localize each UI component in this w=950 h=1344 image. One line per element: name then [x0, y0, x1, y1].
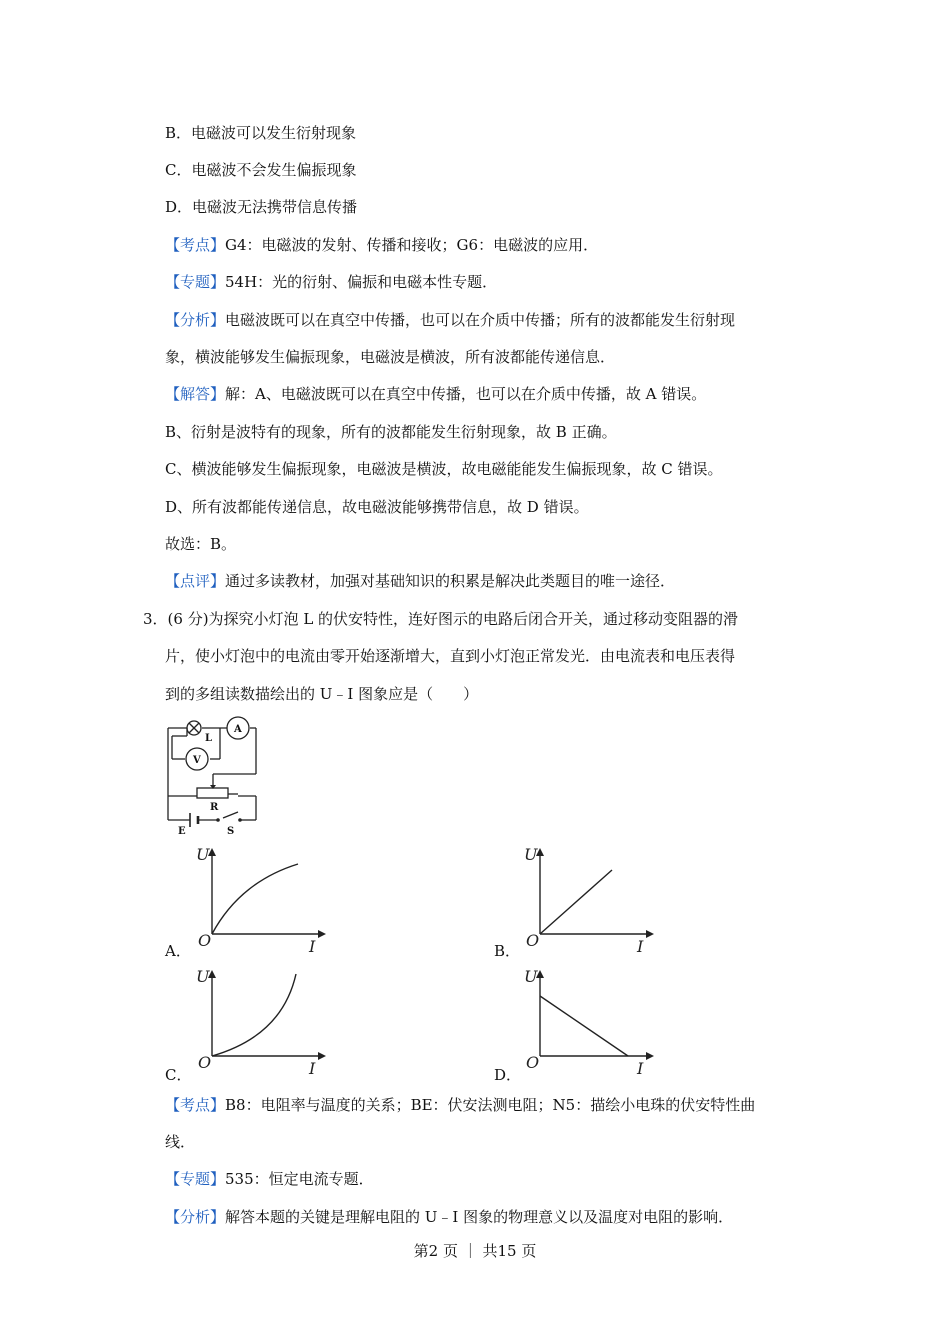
fenxi-tag: 【分析】 — [165, 311, 226, 329]
option-b-label: B． — [494, 942, 521, 960]
jieda-line — [165, 384, 706, 404]
question-3-line-2: 片，使小灯泡中的电流由零开始逐渐增大，直到小灯泡正常发光．由电流表和电压表得 — [165, 647, 736, 665]
kaodian2-line-2: 线． — [165, 1133, 196, 1151]
graph-c-i-label: I — [309, 1059, 316, 1078]
graph-d-origin: O — [526, 1053, 540, 1072]
kaodian-tag: 【考点】 — [165, 236, 226, 254]
zhuanti2-text: 535：恒定电流专题． — [225, 1170, 374, 1188]
zhuanti-line — [165, 272, 497, 292]
graph-c-curve — [212, 974, 296, 1056]
lamp-label: L — [205, 733, 213, 744]
zhuanti2-tag: 【专题】 — [165, 1170, 226, 1188]
jieda-b-line: B、衍射是波特有的现象，所有的波都能发生衍射现象，故 B 正确。 — [165, 423, 617, 441]
circuit-diagram — [160, 712, 270, 838]
fenxi2-line — [165, 1207, 733, 1227]
voltmeter-label: V — [193, 755, 201, 766]
dianping-text: 通过多读教材，加强对基础知识的积累是解决此类题目的唯一途径． — [225, 572, 676, 590]
fenxi2-tag: 【分析】 — [165, 1208, 226, 1226]
zhuanti-tag: 【专题】 — [165, 273, 226, 291]
kaodian2-tag: 【考点】 — [165, 1096, 226, 1114]
graph-b-i-label: I — [637, 937, 644, 956]
graph-c — [190, 964, 330, 1080]
fenxi-text: 电磁波既可以在真空中传播，也可以在介质中传播；所有的波都能发生衍射现 — [225, 311, 736, 329]
jieda-c-line: C、横波能够发生偏振现象，电磁波是横波，故电磁能能发生偏振现象，故 C 错误。 — [165, 460, 723, 478]
page-footer: 第2 页 ｜ 共15 页 — [413, 1242, 537, 1260]
graph-b — [518, 842, 658, 958]
option-d-line: D．电磁波无法携带信息传播 — [165, 198, 358, 216]
rheostat-label: R — [210, 802, 219, 813]
graph-c-origin: O — [198, 1053, 212, 1072]
option-b-line: B．电磁波可以发生衍射现象 — [165, 124, 357, 142]
graph-c-u-label: U — [196, 967, 210, 986]
fenxi-line-2: 象，横波能够发生偏振现象，电磁波是横波，所有波都能传递信息． — [165, 348, 616, 366]
jieda-tag: 【解答】 — [165, 385, 226, 403]
zhuanti2-line — [165, 1169, 374, 1189]
option-a-label: A． — [165, 942, 191, 960]
option-c-label: C． — [165, 1066, 192, 1084]
dianping-line — [165, 571, 675, 591]
graph-a-u-label: U — [196, 845, 210, 864]
ammeter-label: A — [234, 724, 242, 735]
battery-label: E — [178, 826, 186, 837]
graph-b-origin: O — [526, 931, 540, 950]
graph-d-line — [540, 996, 628, 1056]
fenxi-line — [165, 310, 735, 330]
kaodian2-line — [165, 1095, 755, 1115]
graph-d — [518, 964, 658, 1080]
graph-a — [190, 842, 330, 958]
option-d-label: D． — [494, 1066, 522, 1084]
switch-label: S — [227, 826, 235, 837]
kaodian-text: G4：电磁波的发射、传播和接收；G6：电磁波的应用． — [225, 236, 599, 254]
option-c-line: C．电磁波不会发生偏振现象 — [165, 161, 357, 179]
jieda-text: 解：A、电磁波既可以在真空中传播，也可以在介质中传播，故 A 错误。 — [225, 385, 707, 403]
graph-a-i-label: I — [309, 937, 316, 956]
dianping-tag: 【点评】 — [165, 572, 226, 590]
jieda-d-line: D、所有波都能传递信息，故电磁波能够携带信息，故 D 错误。 — [165, 498, 589, 516]
kaodian-line — [165, 235, 598, 255]
kaodian2-text: B8：电阻率与温度的关系；BE：伏安法测电阻；N5：描绘小电珠的伏安特性曲 — [225, 1096, 756, 1114]
question-3-line-1: 3．(6 分)为探究小灯泡 L 的伏安特性，连好图示的电路后闭合开关，通过移动变阻器的滑 — [143, 610, 739, 628]
graph-d-i-label: I — [637, 1059, 644, 1078]
graph-d-u-label: U — [524, 967, 538, 986]
graph-a-curve — [212, 864, 298, 934]
graph-b-u-label: U — [524, 845, 538, 864]
question-3-line-3: 到的多组读数描绘出的 U﹣I 图象应是（ ） — [165, 685, 479, 703]
fenxi2-text: 解答本题的关键是理解电阻的 U﹣I 图象的物理意义以及温度对电阻的影响． — [225, 1208, 734, 1226]
guxuan-line: 故选：B。 — [165, 535, 237, 553]
graph-b-line — [540, 870, 612, 934]
zhuanti-text: 54H：光的衍射、偏振和电磁本性专题． — [225, 273, 498, 291]
graph-a-origin: O — [198, 931, 212, 950]
